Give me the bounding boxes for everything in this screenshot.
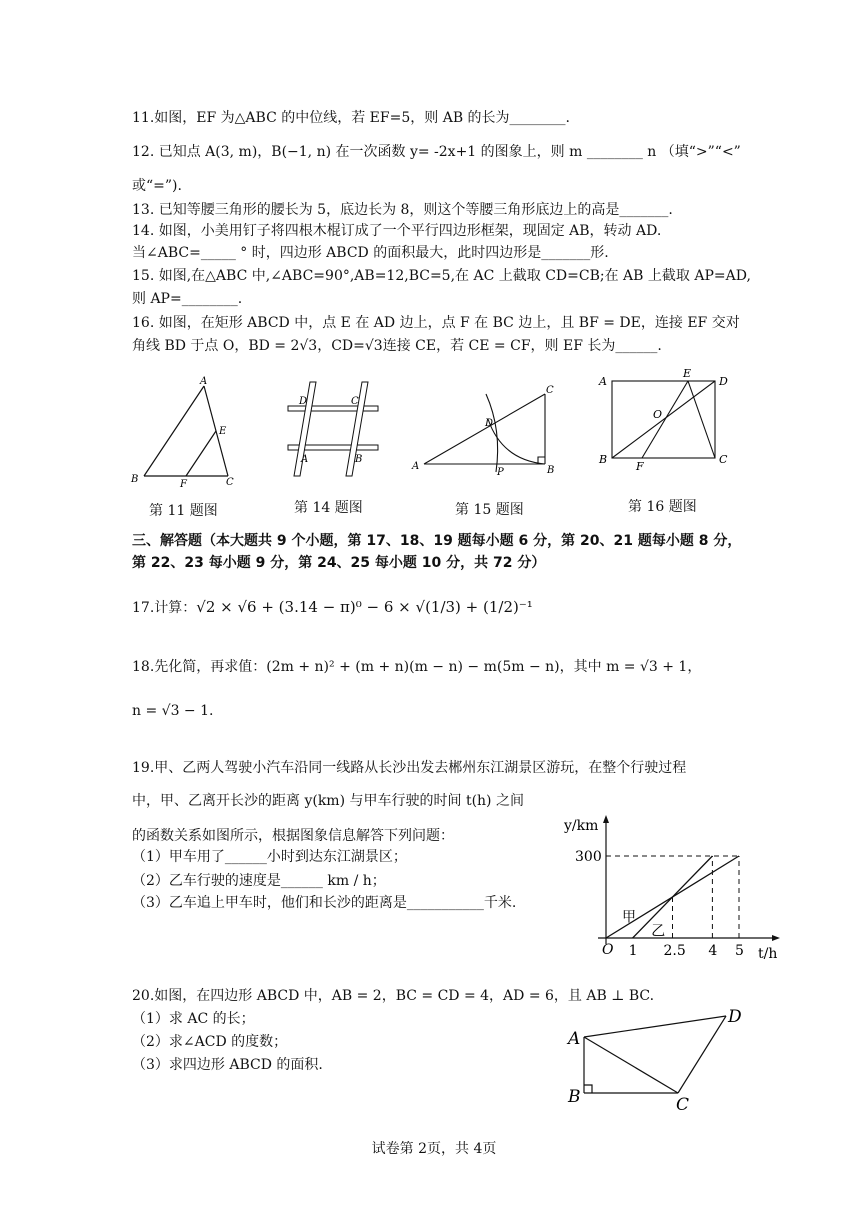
caption-figure-16: 第 16 题图 bbox=[628, 499, 697, 515]
x-axis-label: t/h bbox=[758, 946, 778, 960]
figure-15 bbox=[406, 380, 556, 480]
label-d: D bbox=[728, 1007, 742, 1027]
label-e: E bbox=[683, 367, 692, 380]
segment-cd bbox=[678, 1016, 726, 1093]
origin-label: O bbox=[602, 942, 614, 958]
label-c: C bbox=[719, 453, 728, 466]
label-a: A bbox=[412, 461, 420, 472]
series-label-jia: 甲 bbox=[621, 909, 636, 926]
distance-time-chart bbox=[560, 810, 790, 960]
label-b: B bbox=[547, 465, 555, 476]
label-c: C bbox=[226, 477, 234, 487]
question-20-sub1: （1）求 AC 的长； bbox=[132, 1011, 255, 1027]
question-12-line1: 12. 已知点 A(3, m)，B(−1, n) 在一次函数 y= -2x+1 的图象上，则 m ________ n （填“>”“<” bbox=[132, 144, 741, 160]
question-19-line1: 19.甲、乙两人驾驶小汽车沿同一线路从长沙出发去郴州东江湖景区游玩，在整个行驶过程 bbox=[132, 760, 687, 776]
arc-dp bbox=[486, 394, 498, 472]
figure-16 bbox=[595, 366, 745, 476]
x-tick-label-1: 1 bbox=[628, 943, 638, 959]
question-17 bbox=[132, 597, 533, 618]
label-e: E bbox=[219, 426, 227, 437]
question-19-sub3: （3）乙车追上甲车时，他们和长沙的距离是___________千米. bbox=[132, 895, 517, 911]
arc-cd bbox=[488, 419, 545, 464]
label-p: P bbox=[497, 467, 504, 478]
label-b: B bbox=[131, 474, 139, 485]
label-c: C bbox=[546, 385, 554, 396]
question-14-line2: 当∠ABC=_____ ° 时，四边形 ABCD 的面积最大，此时四边形是_______形. bbox=[132, 245, 609, 261]
label-f: F bbox=[636, 460, 644, 473]
label-d: D bbox=[719, 375, 728, 388]
y-axis-label: y/km bbox=[564, 818, 599, 834]
caption-figure-11: 第 11 题图 bbox=[149, 503, 218, 519]
question-19-sub1: （1）甲车用了______小时到达东江湖景区； bbox=[132, 849, 407, 865]
caption-figure-14: 第 14 题图 bbox=[294, 500, 363, 516]
question-19-sub2: （2）乙车行驶的速度是______ km / h； bbox=[132, 873, 386, 889]
figure-14 bbox=[282, 378, 382, 478]
label-b: B bbox=[355, 454, 363, 465]
label-f: F bbox=[180, 479, 187, 487]
question-19-line2: 中，甲、乙离开长沙的距离 y(km) 与甲车行驶的时间 t(h) 之间 bbox=[132, 793, 524, 809]
y-axis-arrow bbox=[603, 815, 609, 823]
question-18-line1: 18.先化简，再求值：(2m + n)² + (m + n)(m − n) − m(5m − n)，其中 m = √3 + 1， bbox=[132, 659, 702, 675]
x-tick-label-5: 5 bbox=[735, 943, 744, 959]
question-20-sub3: （3）求四边形 ABCD 的面积. bbox=[132, 1057, 323, 1073]
question-17-expression: √2 × √6 + (3.14 − π)⁰ − 6 × √(1/3) + (1/2)⁻¹ bbox=[196, 598, 533, 616]
section-3-heading-line2: 第 22、23 每小题 9 分，第 24、25 每小题 10 分，共 72 分） bbox=[132, 555, 546, 571]
diagonal-ac bbox=[584, 1037, 678, 1093]
question-15-line2: 则 AP=________. bbox=[132, 291, 243, 307]
label-b: B bbox=[599, 453, 608, 466]
question-20-sub2: （2）求∠ACD 的度数； bbox=[132, 1034, 288, 1050]
label-d: D bbox=[299, 396, 308, 407]
question-16-line1: 16. 如图，在矩形 ABCD 中，点 E 在 AD 边上，点 F 在 BC 边上，且 BF = DE，连接 EF 交对 bbox=[132, 315, 740, 331]
figure-11 bbox=[125, 372, 245, 487]
segment-ac bbox=[424, 394, 545, 464]
x-axis-arrow bbox=[772, 935, 780, 941]
page-footer: 试卷第 2页，共 4页 bbox=[371, 1141, 497, 1157]
right-angle-mark bbox=[584, 1085, 592, 1093]
label-o: O bbox=[653, 408, 663, 421]
label-a: A bbox=[568, 1029, 581, 1049]
question-20-line1: 20.如图，在四边形 ABCD 中，AB = 2，BC = CD = 4，AD = 6，且 AB ⊥ BC. bbox=[132, 988, 655, 1004]
question-16-line2: 角线 BD 于点 O，BD = 2√3，CD=√3连接 CE，若 CE = CF，则 EF 长为______. bbox=[132, 338, 662, 354]
label-a: A bbox=[200, 376, 208, 387]
label-b: B bbox=[568, 1087, 581, 1107]
segment-ef bbox=[186, 431, 216, 476]
caption-figure-15: 第 15 题图 bbox=[455, 502, 524, 518]
question-18-line2: n = √3 − 1. bbox=[132, 703, 214, 719]
segment-ce bbox=[688, 381, 715, 458]
diagonal-bd bbox=[612, 381, 715, 458]
label-a: A bbox=[301, 454, 309, 465]
label-a: A bbox=[599, 375, 607, 388]
question-17-prefix: 17.计算： bbox=[132, 600, 197, 616]
x-tick-label-4: 4 bbox=[708, 943, 718, 959]
label-c: C bbox=[351, 396, 359, 407]
question-14-line1: 14. 如图，小美用钉子将四根木棍订成了一个平行四边形框架，现固定 AB，转动 AD. bbox=[132, 223, 662, 239]
question-13: 13. 已知等腰三角形的腰长为 5，底边长为 8，则这个等腰三角形底边上的高是_______. bbox=[132, 202, 673, 218]
question-19-line3: 的函数关系如图所示，根据图象信息解答下列问题： bbox=[132, 828, 454, 844]
x-tick-label-2.5: 2.5 bbox=[663, 943, 686, 959]
label-d: D bbox=[485, 418, 494, 429]
series-label-yi: 乙 bbox=[651, 923, 666, 940]
label-c: C bbox=[676, 1095, 690, 1115]
question-12-line2: 或“=”). bbox=[132, 178, 182, 194]
section-3-heading-line1: 三、解答题（本大题共 9 个小题，第 17、18、19 题每小题 6 分，第 20、21 题每小题 8 分， bbox=[132, 533, 742, 549]
y-tick-label-300: 300 bbox=[575, 849, 602, 865]
segment-ad bbox=[584, 1016, 726, 1037]
question-15-line1: 15. 如图,在△ABC 中,∠ABC=90°,AB=12,BC=5,在 AC 上截取 CD=CB;在 AB 上截取 AP=AD, bbox=[132, 268, 751, 284]
figure-20 bbox=[560, 1000, 760, 1115]
segment-ef bbox=[642, 381, 688, 458]
question-11: 11.如图，EF 为△ABC 的中位线，若 EF=5，则 AB 的长为________. bbox=[132, 110, 571, 126]
